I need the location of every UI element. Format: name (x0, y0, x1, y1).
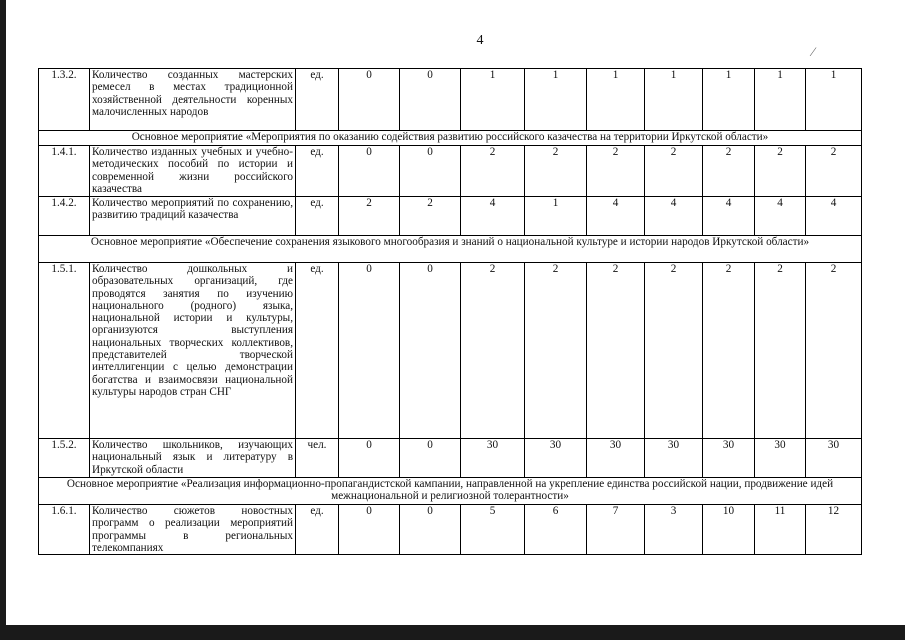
value-cell: 2 (525, 146, 587, 197)
value-cell: 1 (645, 69, 703, 131)
value-cell: 4 (587, 197, 645, 236)
value-cell: 2 (806, 146, 862, 197)
unit-cell: ед. (296, 197, 339, 236)
value-cell: 5 (461, 505, 525, 555)
table-row (39, 263, 862, 439)
page-number: 4 (476, 33, 484, 48)
unit-cell: ед. (296, 146, 339, 197)
value-cell: 2 (703, 146, 755, 197)
section-row (39, 131, 862, 146)
value-cell: 0 (339, 439, 400, 478)
indicator-name: Количество сюжетов новостных программ о реализации мероприятий программы в региональных телекомпаниях (90, 505, 296, 555)
value-cell: 1 (525, 69, 587, 131)
value-cell: 1 (587, 69, 645, 131)
value-cell: 12 (806, 505, 862, 555)
value-cell: 4 (806, 197, 862, 236)
value-cell: 2 (703, 263, 755, 439)
value-cell: 2 (461, 263, 525, 439)
value-cell: 6 (525, 505, 587, 555)
value-cell: 10 (703, 505, 755, 555)
row-code: 1.5.1. (39, 263, 90, 439)
scan-edge-bottom (0, 625, 905, 640)
unit-cell: ед. (296, 263, 339, 439)
indicator-name: Количество школьников, изучающих национальный язык и литературу в Иркутской области (90, 439, 296, 478)
value-cell: 0 (400, 263, 461, 439)
value-cell: 30 (645, 439, 703, 478)
indicator-name: Количество созданных мастерских ремесел в местах традиционной хозяйственной деятельности коренных малочисленных народов (90, 69, 296, 131)
section-row (39, 478, 862, 505)
row-code: 1.3.2. (39, 69, 90, 131)
unit-cell: ед. (296, 505, 339, 555)
value-cell: 1 (755, 69, 806, 131)
value-cell: 7 (587, 505, 645, 555)
value-cell: 30 (587, 439, 645, 478)
indicator-name: Количество дошкольных и образовательных организаций, где проводятся занятия по изучению национального (родного) языка, национальной истории и культуры, организуются выступления национальных творческих коллективов, представителей творческой интеллигенции с целью демонстрации богатства и взаимосвязи национальной культуры народов стран СНГ (90, 263, 296, 439)
table-row (39, 69, 862, 131)
value-cell: 30 (806, 439, 862, 478)
row-code: 1.6.1. (39, 505, 90, 555)
value-cell: 2 (806, 263, 862, 439)
value-cell: 1 (525, 197, 587, 236)
value-cell: 11 (755, 505, 806, 555)
unit-cell: чел. (296, 439, 339, 478)
value-cell: 0 (400, 439, 461, 478)
value-cell: 0 (339, 69, 400, 131)
value-cell: 4 (703, 197, 755, 236)
value-cell: 2 (587, 263, 645, 439)
indicator-name: Количество изданных учебных и учебно-методических пособий по истории и современной жизни российского казачества (90, 146, 296, 197)
value-cell: 2 (755, 263, 806, 439)
section-title: Основное мероприятие «Реализация информационно-пропагандистской кампании, направленной на укрепление единства российской нации, продвижение идей межнациональной и религиозной толерантности» (39, 478, 862, 505)
unit-cell: ед. (296, 69, 339, 131)
value-cell: 0 (400, 505, 461, 555)
table-row (39, 146, 862, 197)
section-row (39, 236, 862, 263)
table-row (39, 505, 862, 555)
value-cell: 30 (525, 439, 587, 478)
value-cell: 2 (645, 146, 703, 197)
scan-mark: ∕ (812, 44, 815, 59)
section-title: Основное мероприятие «Обеспечение сохранения языкового многообразия и знаний о национальной культуре и истории народов Иркутской области» (39, 236, 862, 263)
value-cell: 4 (645, 197, 703, 236)
value-cell: 2 (461, 146, 525, 197)
value-cell: 0 (400, 69, 461, 131)
value-cell: 2 (645, 263, 703, 439)
table-row (39, 439, 862, 478)
value-cell: 1 (703, 69, 755, 131)
value-cell: 2 (587, 146, 645, 197)
value-cell: 30 (755, 439, 806, 478)
value-cell: 2 (755, 146, 806, 197)
row-code: 1.4.2. (39, 197, 90, 236)
row-code: 1.4.1. (39, 146, 90, 197)
table-row (39, 197, 862, 236)
row-code: 1.5.2. (39, 439, 90, 478)
scan-edge-left (0, 0, 6, 640)
value-cell: 0 (400, 146, 461, 197)
indicators-table (38, 68, 862, 555)
value-cell: 0 (339, 146, 400, 197)
value-cell: 30 (703, 439, 755, 478)
table-body (39, 69, 862, 555)
value-cell: 2 (400, 197, 461, 236)
value-cell: 1 (806, 69, 862, 131)
value-cell: 3 (645, 505, 703, 555)
value-cell: 2 (525, 263, 587, 439)
value-cell: 1 (461, 69, 525, 131)
value-cell: 0 (339, 505, 400, 555)
value-cell: 2 (339, 197, 400, 236)
value-cell: 4 (755, 197, 806, 236)
value-cell: 0 (339, 263, 400, 439)
value-cell: 30 (461, 439, 525, 478)
indicator-name: Количество мероприятий по сохранению, развитию традиций казачества (90, 197, 296, 236)
section-title: Основное мероприятие «Мероприятия по оказанию содействия развитию российского казачества на территории Иркутской области» (39, 131, 862, 146)
value-cell: 4 (461, 197, 525, 236)
